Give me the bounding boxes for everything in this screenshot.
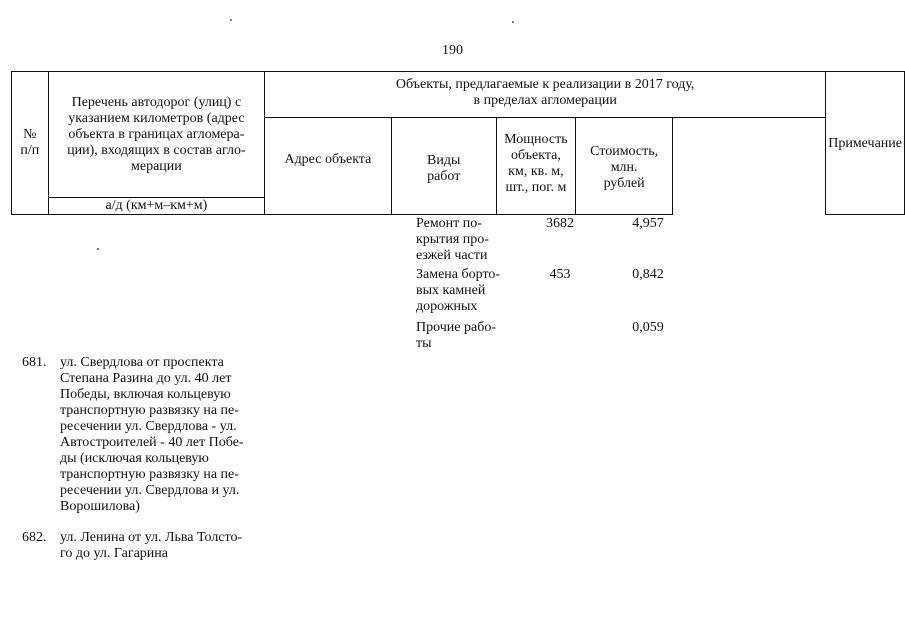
entry-text: ул. Ленина от ул. Льва Толсто- го до ул. Гагарина [60,530,243,561]
header-roads-list: Перечень автодорог (улиц) с указанием километров (адрес объекта в границах агломера-ции), входящих в состав агло-мерации [48,72,264,198]
header-cost: Стоимость, млн. рублей [576,118,673,215]
header-note: Примечание [826,72,905,215]
work-type-3: Прочие рабо- ты [416,320,496,351]
work-capacity-2: 453 [549,267,571,282]
page-number: 190 [442,43,463,58]
scan-speck [230,19,232,21]
entry-text: ул. Свердлова от проспекта Степана Разина до ул. 40 лет Победы, включая кольцевую транспортную развязку на пе- ресечении ул. Свердлова - ул. Автостроителей - 40 лет Побе- ды (исключая кольцевую транспортную развязку на пе- ресечении ул. Свердлова и ул. Ворошилова) [60,355,244,514]
header-objects-group: Объекты, предлагаемые к реализации в 2017 году, в пределах агломерации [265,72,826,118]
entry-number: 682. [22,530,47,545]
work-cost-1: 4,957 [632,216,664,231]
header-roads-sub: а/д (км+м–км+м) [48,198,264,215]
work-cost-2: 0,842 [632,267,664,282]
work-cost-3: 0,059 [632,320,664,335]
work-type-2: Замена борто- вых камней дорожных [416,267,501,314]
work-capacity-1: 3682 [546,216,574,231]
entry-number: 681. [22,355,47,370]
header-work-types: Виды работ [391,118,496,215]
scan-speck [97,248,99,250]
header-address: Адрес объекта [265,118,392,215]
header-capacity: Мощность объекта, км, кв. м, шт., пог. м [496,118,575,215]
work-type-1: Ремонт по- крытия про- езжей части [416,216,489,263]
scan-speck [512,21,514,23]
header-num: № п/п [12,72,49,215]
header-table [11,71,905,215]
